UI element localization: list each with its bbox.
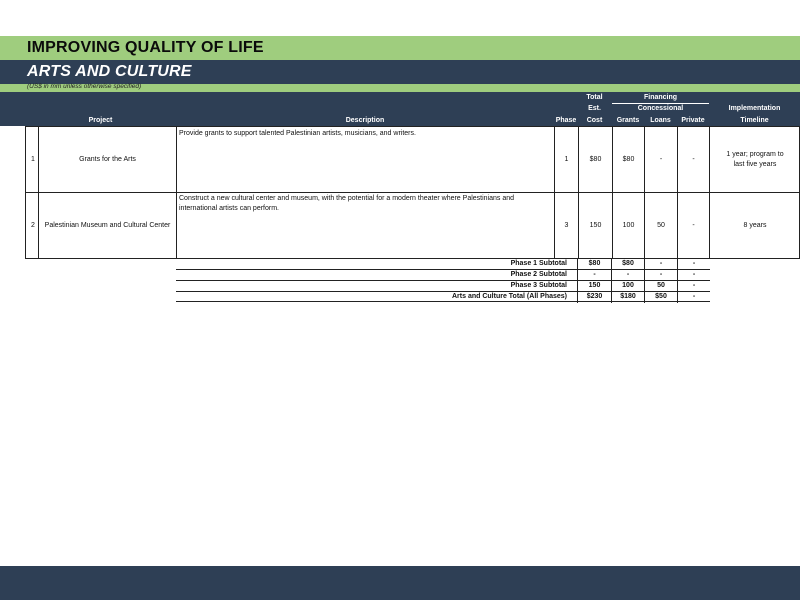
section-banner [0,36,800,60]
project-timeline-1: 1 year; program to [726,151,784,158]
subtotal-cost: $80 [588,260,601,267]
col-header-description: Description [345,117,385,124]
col-header-project: Project [88,117,113,124]
subtotal-row [176,280,710,291]
project-grants: 100 [622,222,635,229]
subtotal-private: - [692,271,696,278]
subtotal-loans: 50 [657,282,665,289]
project-phase: 1 [564,156,569,163]
col-header-loans: Loans [650,117,671,124]
project-timeline: 8 years [743,222,767,229]
project-private: - [692,222,695,229]
total-row [176,291,710,302]
subtotal-row [176,269,710,280]
footer-bar [0,566,800,600]
col-header-financing: Financing [643,94,678,101]
total-cost: $230 [586,293,603,300]
subtotal-grants: $80 [622,260,634,267]
project-phase: 3 [564,222,569,229]
project-grants: $80 [622,156,635,163]
col-header-grants: Grants [616,117,640,124]
projects-table [25,126,800,259]
total-loans: $50 [655,293,667,300]
project-loans: 50 [657,222,665,229]
col-header-concessional: Concessional [637,105,684,112]
subtotal-private: - [692,260,696,267]
total-label: Arts and Culture Total (All Phases) [452,293,567,300]
subtotals-table [176,258,710,302]
col-header-cost-1: Total [586,94,603,101]
col-header-timeline-2: Timeline [740,117,769,124]
subtotal-grants: - [626,271,630,278]
col-header-cost-2: Est. [588,105,601,112]
row-divider [26,192,799,193]
total-grants: $180 [620,293,636,300]
col-header-timeline-1: Implementation [728,105,781,112]
project-timeline-2: last five years [733,161,777,168]
total-private: - [692,293,696,300]
subsection-title: ARTS AND CULTURE [27,63,192,80]
row-number: 2 [31,222,35,229]
subtotal-label: Phase 3 Subtotal [510,282,567,289]
subtotal-loans: - [659,260,663,267]
subtotal-cost: - [593,271,596,278]
project-cost: $80 [589,156,602,163]
subtotal-row [176,258,710,269]
subtotal-label: Phase 1 Subtotal [510,260,567,267]
col-header-private: Private [681,117,705,124]
project-cost: 150 [589,222,602,229]
section-title: IMPROVING QUALITY OF LIFE [27,39,264,56]
row-number: 1 [31,156,35,163]
project-description: Provide grants to support talented Palestinian artists, musicians, and writers. [179,130,416,137]
subsection-banner [0,60,800,84]
project-loans: - [659,156,663,163]
subtotal-label: Phase 2 Subtotal [510,271,567,278]
col-header-cost-3: Cost [586,117,603,124]
col-header-phase: Phase [555,117,577,124]
project-private: - [692,156,695,163]
subtotal-private: - [692,282,696,289]
subtotal-cost: 150 [588,282,601,289]
subtotal-loans: - [659,271,663,278]
project-name: Palestinian Museum and Cultural Center [44,222,171,229]
project-description: Construct a new cultural center and museum, with the potential for a modern theater where Palestinians and international artists can perform. [179,195,515,212]
units-note: (US$ in mm unless otherwise specified) [27,83,142,90]
subtotal-grants: 100 [622,282,634,289]
financing-underline [612,103,709,104]
project-name: Grants for the Arts [79,156,136,163]
